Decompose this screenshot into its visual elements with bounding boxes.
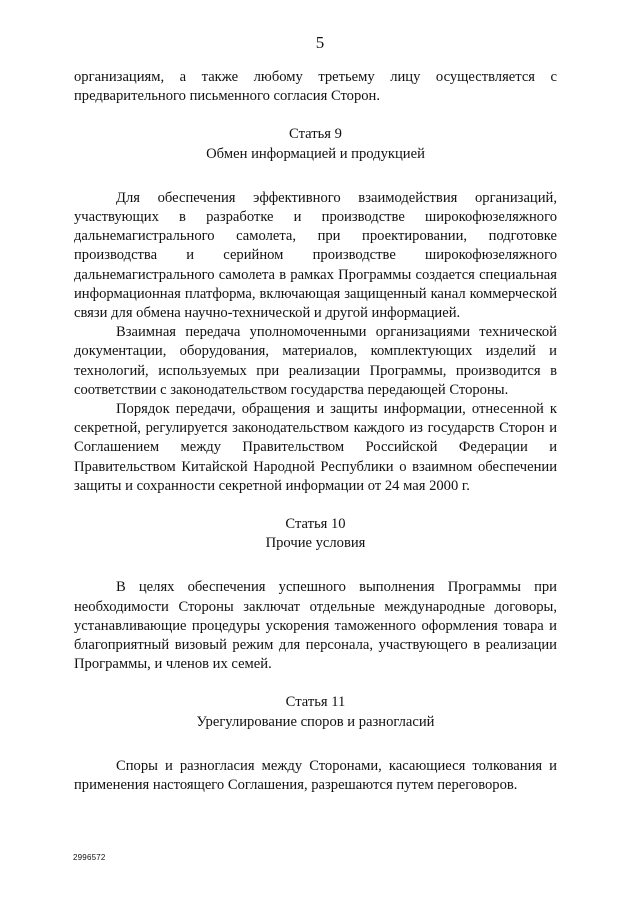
article-title: Прочие условия xyxy=(265,535,366,552)
intro-paragraph: организациям, а также любому третьему лицу осуществляется с предварительного письменного согласия Сторон. xyxy=(74,69,557,105)
article-number: Статья 10 xyxy=(285,516,346,533)
article-number: Статья 11 xyxy=(285,694,346,711)
article-title: Урегулирование споров и разногласий xyxy=(196,713,435,730)
article-paragraph: Взаимная передача уполномоченными организациями технической документации, оборудования, материалов, комплектующих изделий и технологий, используемых при реализации Программы, производится в соответствии с законодательством государства передающей Стороны. xyxy=(74,324,557,398)
article-paragraph: Для обеспечения эффективного взаимодействия организаций, участвующих в разработке и производстве широкофюзеляжного дальнемагистрального самолета, при проектировании, подготовке производства и серийном производстве широкофюзеляжного дальнемагистрального самолета в рамках Программы создается специальная информационная платформа, включающая защищенный канал коммерческой связи для обмена научно-технической и другой информацией. xyxy=(74,189,557,322)
document-id: 2996572 xyxy=(73,853,106,862)
article-number: Статья 9 xyxy=(289,126,342,143)
article-title: Обмен информацией и продукцией xyxy=(206,145,425,162)
document-body xyxy=(74,68,557,795)
page-number: 5 xyxy=(315,33,325,52)
article-10 xyxy=(74,515,557,674)
article-paragraph: Споры и разногласия между Сторонами, касающиеся толкования и применения настоящего Соглашения, разрешаются путем переговоров. xyxy=(74,757,557,794)
article-11 xyxy=(74,693,557,795)
article-9 xyxy=(74,125,557,496)
article-paragraph: В целях обеспечения успешного выполнения Программы при необходимости Стороны заключат отдельные международные договоры, устанавливающие процедуры ускорения таможенного оформления товара и благоприятный визовый режим для персонала, участвующего в реализации Программы, и членов их семей. xyxy=(74,579,557,673)
article-paragraph: Порядок передачи, обращения и защиты информации, отнесенной к секретной, регулируется законодательством каждого из государств Сторон и Соглашением между Правительством Российской Федерации и Правительством Китайской Народной Республики о взаимном обеспечении защиты и сохранности секретной информации от 24 мая 2000 г. xyxy=(74,401,557,494)
